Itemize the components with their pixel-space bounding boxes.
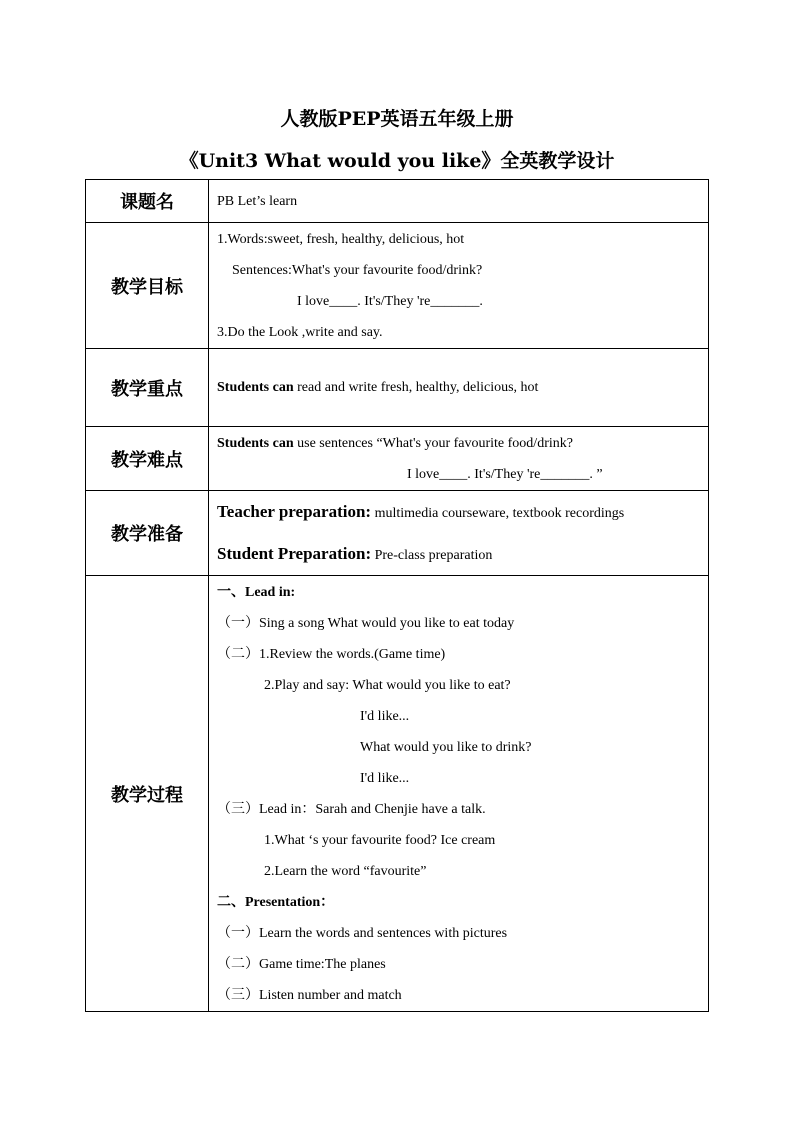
process-line: 1.What ‘s your favourite food? Ice cream [264,833,496,848]
process-line: I'd like... [360,771,410,786]
difficulties-line [217,428,708,459]
process-line: （二）Game time:The planes [217,957,386,972]
process-line: 2.Play and say: What would you like to eat? [264,678,511,693]
process-line: What would you like to drink? [360,740,532,755]
row-label-preparation: 教学准备 [86,491,209,576]
lesson-plan-table [85,179,709,1012]
process-line: 2.Learn the word “favourite” [264,864,427,879]
objective-line: Sentences:What's your favourite food/drink? [232,262,483,278]
table-row-topic [86,180,709,223]
row-label-difficulties: 教学难点 [86,427,209,491]
difficulties-cell [209,427,709,491]
process-line: （二）1.Review the words.(Game time) [217,647,446,662]
row-label-process: 教学过程 [86,576,209,1012]
row-label-topic: 课题名 [86,180,209,223]
teacher-preparation-text: multimedia courseware, textbook recordings [371,506,625,521]
key-points-bold: Students can [217,380,294,395]
row-label-key-points: 教学重点 [86,349,209,427]
student-preparation [217,533,708,575]
table-row-objectives [86,223,709,349]
objective-line: I love____. It's/They 're_______. [297,293,483,309]
table-row-preparation [86,491,709,576]
process-line: （一）Sing a song What would you like to eat today [217,616,515,631]
difficulties-bold: Students can [217,435,294,451]
teacher-preparation [217,491,708,533]
preparation-cell [209,491,709,576]
topic-text: PB Let’s learn [217,193,298,209]
difficulties-line: I love____. It's/They 're_______. ” [407,466,603,482]
objective-line: 3.Do the Look ,write and say. [217,324,383,340]
student-preparation-text: Pre-class preparation [371,548,493,563]
table-row-process [86,576,709,1012]
document-subtitle: 《Unit3 What would you like》全英教学设计 [179,150,615,172]
process-line: 二、Presentation： [217,895,335,910]
table-row-key-points [86,349,709,427]
process-line: 一、Lead in: [217,585,296,600]
teacher-preparation-label: Teacher preparation: [217,502,372,521]
key-points-text [217,372,708,403]
table-row-difficulties [86,427,709,491]
key-points-rest: read and write fresh, healthy, delicious, hot [293,380,539,395]
process-line: （三）Listen number and match [217,988,402,1003]
process-line: （一）Learn the words and sentences with pictures [217,926,508,941]
process-cell [209,576,709,1012]
student-preparation-label: Student Preparation: [217,544,372,563]
objective-line: 1.Words:sweet, fresh, healthy, delicious, hot [217,231,465,247]
document-title: 人教版PEP英语五年级上册 [280,108,514,130]
process-line: （三）Lead in：Sarah and Chenjie have a talk. [217,802,486,817]
process-line: I'd like... [360,709,410,724]
difficulties-rest: use sentences “What's your favourite food/drink? [293,435,573,451]
row-label-objectives: 教学目标 [86,223,209,349]
key-points-cell [209,349,709,427]
objectives-cell [209,223,709,349]
topic-cell [209,180,709,223]
